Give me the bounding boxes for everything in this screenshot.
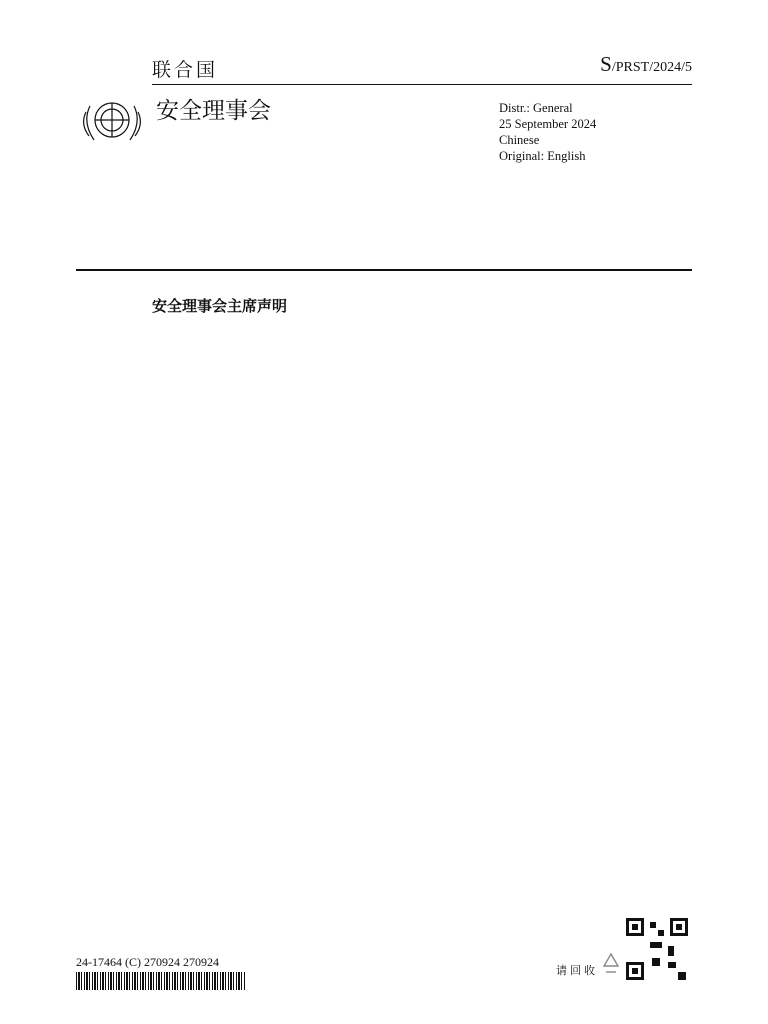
distribution-line: 25 September 2024: [499, 117, 597, 131]
recycle-label: 请回收: [556, 964, 598, 977]
statement-heading: 安全理事会主席声明: [152, 297, 288, 315]
main-rule: [76, 269, 692, 271]
security-council-title: 安全理事会: [156, 98, 271, 124]
distribution-line: Original: English: [499, 149, 586, 163]
organization-name: 联合国: [152, 59, 219, 81]
document-symbol: [600, 52, 692, 77]
header-rule: [152, 84, 692, 85]
recycle-icon: [596, 950, 626, 980]
distribution-line: Distr.: General: [499, 101, 573, 115]
barcode-icon: [76, 972, 246, 990]
qr-code-icon: [624, 916, 690, 982]
distribution-line: Chinese: [499, 133, 540, 147]
document-code: 24-17464 (C) 270924 270924: [76, 955, 219, 969]
symbol-prefix: S: [600, 52, 612, 76]
distribution-block: [499, 100, 596, 164]
symbol-rest: /PRST/2024/5: [611, 60, 692, 75]
un-emblem-icon: [76, 92, 148, 152]
